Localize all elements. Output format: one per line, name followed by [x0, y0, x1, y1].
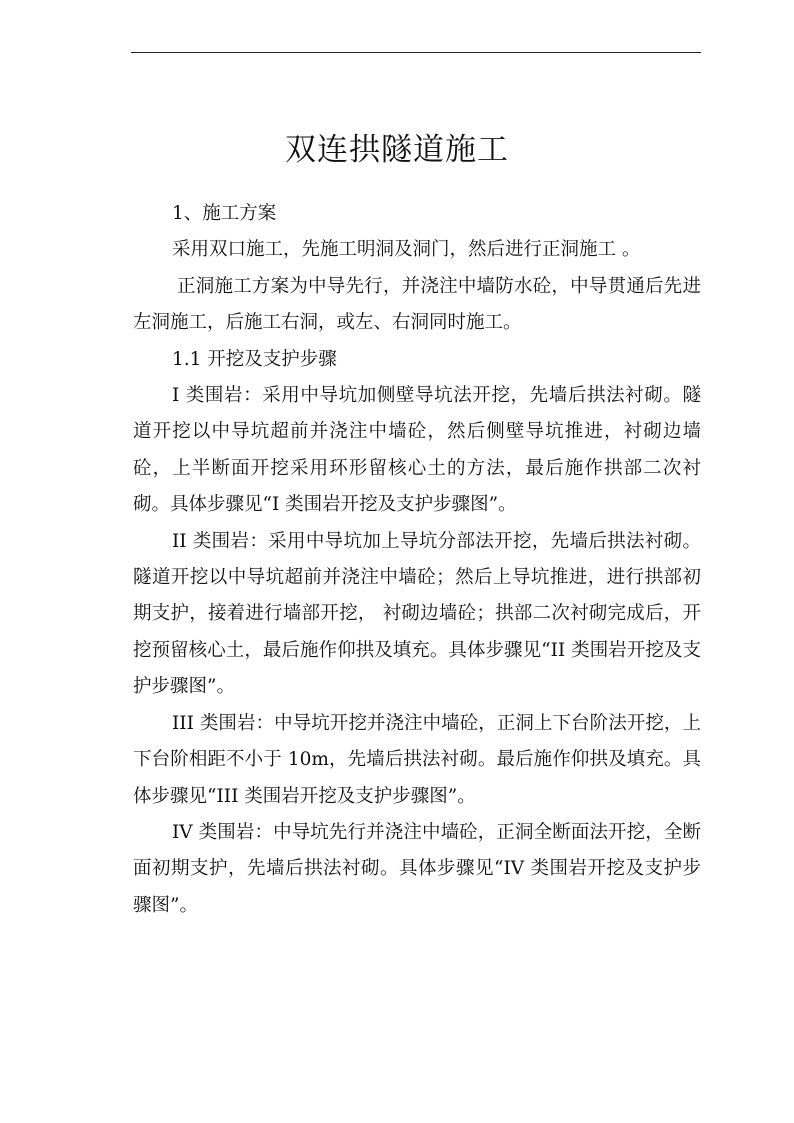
paragraph: 正洞施工方案为中导先行，并浇注中墙防水砼，中导贯通后先进左洞施工，后施工右洞，或左、右洞同时施工。: [133, 275, 701, 334]
paragraph: IV 类围岩：中导坑先行并浇注中墙砼，正洞全断面法开挖，全断面初期支护，先墙后拱法衬砌。具体步骤见“IV 类围岩开挖及支护步骤图”。: [133, 821, 701, 916]
paragraph: III 类围岩：中导坑开挖并浇注中墙砼，正洞上下台阶法开挖，上下台阶相距不小于 10m，先墙后拱法衬砌。最后施作仰拱及填充。具体步骤见“III 类围岩开挖及支护步骤图”。: [133, 712, 701, 807]
paragraph: I 类围岩：采用中导坑加侧壁导坑法开挖，先墙后拱法衬砌。隧道开挖以中导坑超前并浇注中墙砼，然后侧壁导坑推进，衬砌边墙砼，上半断面开挖采用环形留核心土的方法，最后施作拱部二次衬砌。具体步骤见“I 类围岩开挖及支护步骤图”。: [133, 385, 701, 516]
paragraph: II 类围岩：采用中导坑加上导坑分部法开挖，先墙后拱法衬砌。隧道开挖以中导坑超前并浇注中墙砼；然后上导坑推进，进行拱部初期支护，接着进行墙部开挖， 衬砌边墙砼；拱部二次衬砌完成后，开挖预留核心土，最后施作仰拱及填充。具体步骤见“II 类围岩开挖及支护步骤图”。: [133, 530, 701, 698]
subsection-heading: 1.1 开挖及支护步骤: [172, 348, 337, 370]
section-heading: 1、施工方案: [172, 203, 277, 224]
header-rule: [131, 52, 701, 53]
document-body: [133, 196, 701, 924]
paragraph: 采用双口施工，先施工明洞及洞门，然后进行正洞施工 。: [172, 239, 641, 261]
document-title: 双连拱隧道施工: [285, 132, 509, 168]
